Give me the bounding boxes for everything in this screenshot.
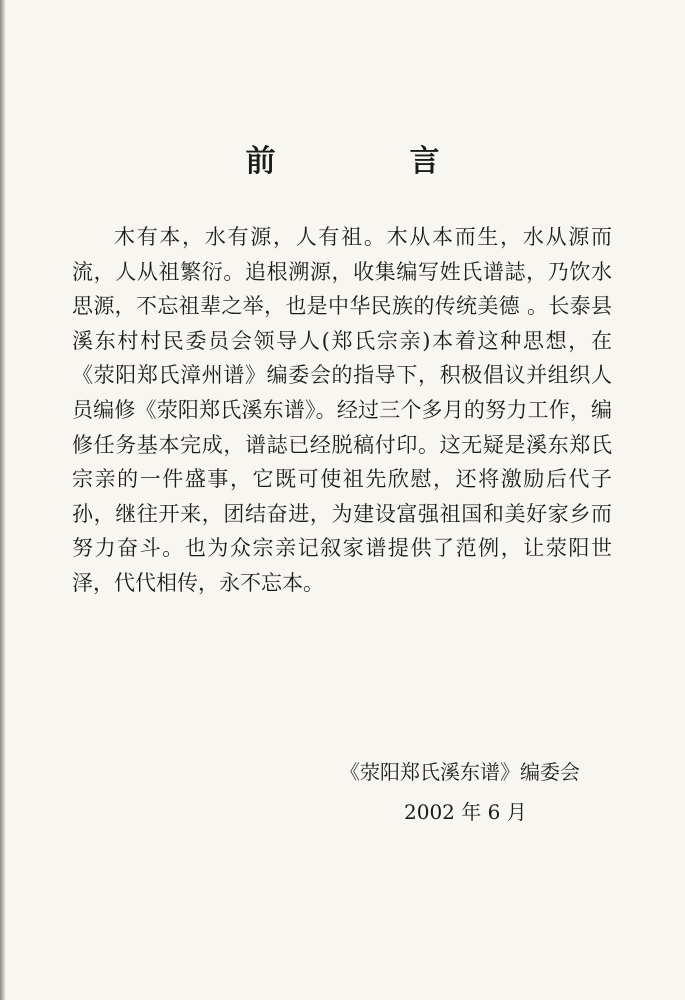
signature-line: 《荥阳郑氏溪东谱》编委会	[340, 760, 580, 784]
page-title: 前 言	[245, 144, 492, 179]
preface-paragraph: 木有本，水有源，人有祖。木从本而生，水从源而流，人从祖繁衍。追根溯源，收集编写姓氏谱誌，乃饮水思源，不忘祖辈之举，也是中华民族的传统美德 。长泰县溪东村村民委员会领导人(郑氏宗亲)本着这种思想，在《荥阳郑氏漳州谱》编委会的指导下，积极倡议并组织人员编修《荥阳郑氏溪东谱》。经过三个多月的努力工作，编修任务基本完成，谱誌已经脱稿付印。这无疑是溪东郑氏宗亲的一件盛事，它既可使祖先欣慰，还将激励后代子孙，继往开来，团结奋进，为建设富强祖国和美好家乡而努力奋斗。也为众宗亲记叙家谱提供了范例，让荥阳世泽，代代相传，永不忘本。	[72, 225, 612, 595]
date-line: 2002 年 6 月	[404, 800, 527, 824]
